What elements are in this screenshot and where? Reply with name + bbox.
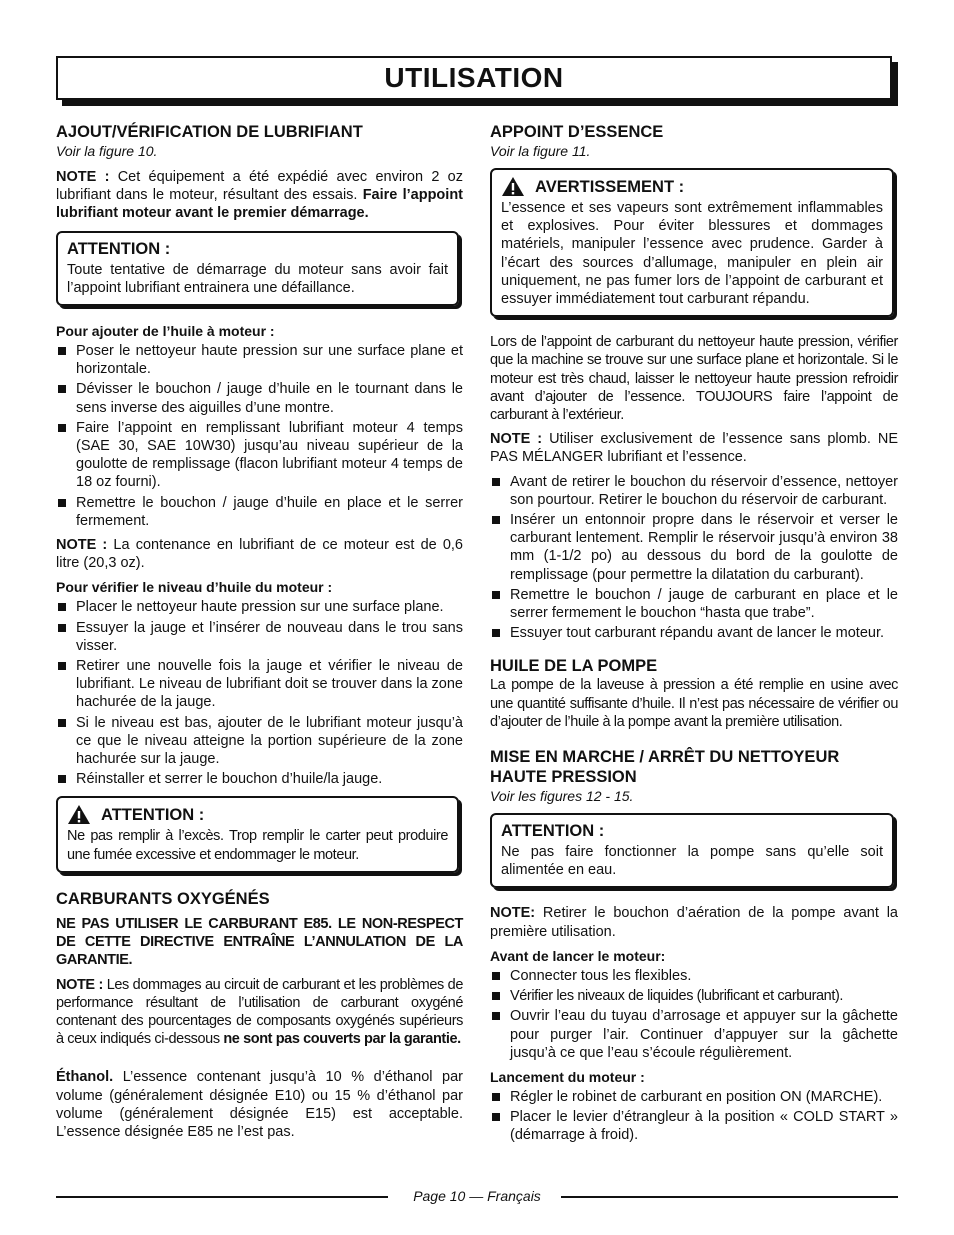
note-label: NOTE :: [56, 537, 108, 554]
list-item: Régler le robinet de carburant en position ON (MARCHE).: [490, 1088, 898, 1106]
note-label: NOTE :: [56, 169, 110, 185]
launch-heading: Lancement du moteur :: [490, 1068, 645, 1085]
page-title-banner: [56, 56, 898, 106]
launch-list: [490, 1088, 898, 1145]
warning-triangle-icon: [501, 176, 525, 197]
list-item: Connecter tous les flexibles.: [490, 967, 898, 985]
e85-warning: NE PAS UTILISER LE CARBURANT E85. LE NON-RESPECT DE CETTE DIRECTIVE ENTRAÎNE L’ANNULATION DE LA GARANTIE.: [56, 915, 463, 969]
fuel-heading: CARBURANTS OXYGÉNÉS: [56, 889, 270, 908]
note-text: Retirer le bouchon d’aération de la pompe avant la première utilisation.: [490, 905, 898, 940]
list-item: Retirer une nouvelle fois la jauge et vérifier le niveau de lubrifiant. Le niveau de lubrifiant doit se trouver dans la zone hachurée de la jauge.: [56, 657, 463, 712]
note-label: NOTE :: [56, 976, 103, 993]
gas-paragraph: Lors de l’appoint de carburant du nettoyeur haute pression, vérifier que la machine se trouve sur une surface plane et horizontale. Si le moteur est très chaud, laisser le nettoyeur haute pression refroidir avant d’ajouter de l’essence. TOUJOURS faire l’appoint de carburant à l’extérieur.: [490, 334, 898, 424]
lubricant-heading: AJOUT/VÉRIFICATION DE LUBRIFIANT: [56, 123, 363, 141]
list-item: Réinstaller et serrer le bouchon d’huile/la jauge.: [56, 770, 463, 788]
gas-steps-list: [490, 473, 898, 643]
ethanol-text: L’essence contenant jusqu’à 10 % d’éthanol par volume (généralement désignée E10) ou 15 % d’éthanol par volume (généralement désignée E15) est acceptable. L’essence désignée E85 ne l’est pas.: [56, 1069, 463, 1140]
pump-oil-heading: HUILE DE LA POMPE: [490, 657, 658, 676]
check-oil-heading: Pour vérifier le niveau d’huile du moteur :: [56, 579, 333, 596]
before-start-heading: Avant de lancer le moteur:: [490, 947, 666, 964]
gas-figure-ref: Voir la figure 11.: [490, 143, 591, 159]
start-stop-heading: MISE EN MARCHE / ARRÊT DU NETTOYEUR HAUTE PRESSION: [490, 748, 840, 787]
warning-text: L’essence et ses vapeurs sont extrêmement inflammables et explosives. Pour éviter blessures et dommages matériels, manipuler l’essence avec prudence. Garder à l’écart des sources d’allumage, manipuler en plein air uniquement, ne pas fumer lors de l’appoint de carburant et essuyer immédiatement tout carburant répandu.: [501, 200, 883, 308]
list-item: Si le niveau est bas, ajouter de le lubrifiant moteur jusqu’à ce que le niveau atteigne la portion supérieure de la zone hachurée sur la jauge.: [56, 714, 463, 769]
pump-oil-text: La pompe de la laveuse à pression a été remplie en usine avec une quantité suffisante d’huile. Il n’est pas nécessaire de vérifier ou d’ajouter de l’huile à la pompe avant la première utilisation.: [490, 677, 898, 730]
add-oil-list: [56, 342, 463, 530]
list-item: Dévisser le bouchon / jauge d’huile en le tournant dans le sens inverse des aiguilles d’une montre.: [56, 380, 463, 416]
page-number: Page 10 — Français: [413, 1188, 541, 1204]
vent-note: [490, 904, 898, 940]
list-item: Remettre le bouchon / jauge d’huile en place et le serrer fermement.: [56, 494, 463, 530]
warning-triangle-icon: [67, 804, 91, 825]
right-column: [490, 122, 898, 1151]
ethanol-paragraph: [56, 1068, 463, 1141]
list-item: Placer le nettoyeur haute pression sur une surface plane.: [56, 598, 463, 616]
list-item: Essuyer la jauge et l’insérer de nouveau dans le trou sans visser.: [56, 619, 463, 655]
page-footer: [56, 1186, 898, 1208]
attention-title: ATTENTION :: [67, 239, 171, 258]
gas-note: [490, 430, 898, 466]
warning-box: [490, 168, 894, 317]
note-label: NOTE:: [490, 905, 536, 922]
list-item: Vérifier les niveaux de liquides (lubrificant et carburant).: [490, 987, 898, 1005]
before-start-list: [490, 967, 898, 1062]
note-bold-text: ne sont pas couverts par la garantie.: [223, 1031, 461, 1048]
page-title: UTILISATION: [56, 56, 892, 100]
list-item: Placer le levier d’étrangleur à la position « COLD START » (démarrage à froid).: [490, 1108, 898, 1144]
note-text: Utiliser exclusivement de l’essence sans plomb. NE PAS MÉLANGER lubrifiant et l’essence.: [490, 431, 899, 466]
start-figure-ref: Voir les figures 12 - 15.: [490, 788, 634, 805]
attention-text: Ne pas faire fonctionner la pompe sans qu’elle soit alimentée en eau.: [501, 844, 883, 879]
attention-title: ATTENTION :: [501, 822, 605, 841]
attention-text: Toute tentative de démarrage du moteur sans avoir fait l’appoint lubrifiant entrainera une défaillance.: [67, 261, 448, 296]
check-oil-list: [56, 598, 463, 788]
list-item: Insérer un entonnoir propre dans le réservoir et verser le carburant lentement. Remplir le réservoir jusqu’à environ 38 mm (1-1/2 po) au dessous du bord de la goulotte de remplissage (pour permettre la dilatation du carburant).: [490, 511, 898, 584]
list-item: Avant de retirer le bouchon du réservoir d’essence, nettoyer son pourtour. Retirer le bouchon du réservoir de carburant.: [490, 473, 898, 509]
fuel-note: [56, 976, 463, 1049]
note-bold-text: Faire l’appoint lubrifiant moteur avant le premier démarrage.: [56, 187, 464, 222]
list-item: Poser le nettoyeur haute pression sur une surface plane et horizontale.: [56, 342, 463, 378]
left-column: [56, 122, 463, 1147]
list-item: Remettre le bouchon / jauge de carburant en place et le serrer fermement le bouchon “hasta que trabe”.: [490, 586, 898, 622]
note-label: NOTE :: [490, 431, 543, 448]
attention-box-3: [490, 813, 894, 888]
lubricant-figure-ref: Voir la figure 10.: [56, 143, 158, 159]
attention-text: Ne pas remplir à l’excès. Trop remplir le carter peut produire une fumée excessive et endommager le moteur.: [67, 828, 448, 863]
note-text: La contenance en lubrifiant de ce moteur est de 0,6 litre (20,3 oz).: [56, 537, 463, 572]
list-item: Faire l’appoint en remplissant lubrifiant moteur 4 temps (SAE 30, SAE 10W30) jusqu’au niveau supérieur de la goulotte de remplissage (flacon lubrifiant moteur 4 temps de 18 oz fourni).: [56, 419, 463, 492]
warning-title: AVERTISSEMENT :: [535, 177, 685, 196]
gas-heading: APPOINT D’ESSENCE: [490, 123, 664, 141]
add-oil-heading: Pour ajouter de l’huile à moteur :: [56, 323, 275, 340]
capacity-note: [56, 536, 463, 572]
lubricant-note: [56, 168, 463, 223]
note-text: Cet équipement a été expédié avec environ 2 oz lubrifiant dans le moteur, résultant des essais.: [56, 169, 463, 204]
list-item: Ouvrir l’eau du tuyau d’arrosage et appuyer sur la gâchette pour purger l’air. Continuer d’appuyer sur la gâchette jusqu’à ce que l’eau s’écoule régulièrement.: [490, 1007, 898, 1062]
list-item: Essuyer tout carburant répandu avant de lancer le moteur.: [490, 624, 898, 642]
attention-box-2: [56, 796, 459, 872]
attention-box-1: [56, 231, 459, 306]
note-text: Les dommages au circuit de carburant et les problèmes de performance résultant de l’utilisation de carburant oxygéné contenant des pourcentages de composants oxygénés supérieurs à ceux indiqués ci-dessous: [56, 976, 463, 1048]
attention-title: ATTENTION :: [101, 805, 205, 824]
ethanol-label: Éthanol.: [56, 1069, 114, 1086]
